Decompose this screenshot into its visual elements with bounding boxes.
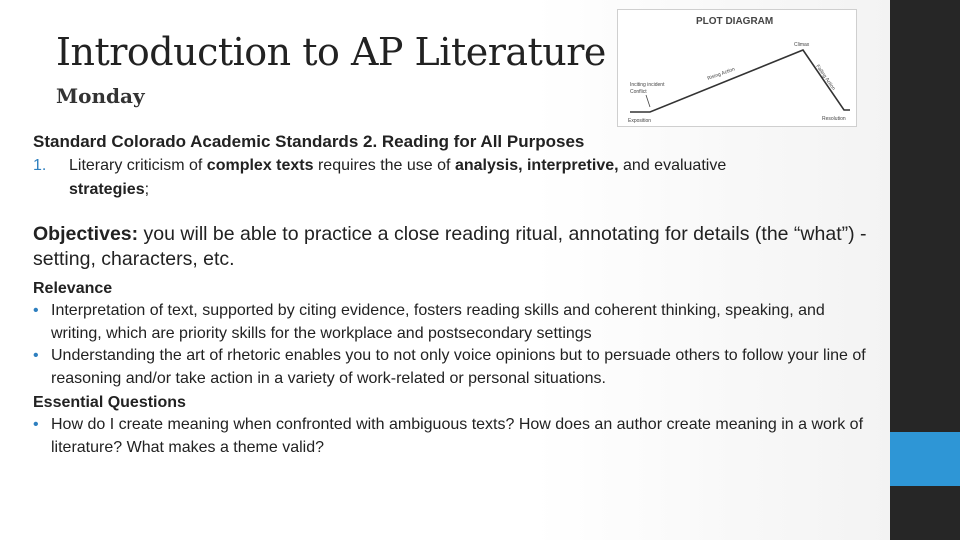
plot-label-resolution: Resolution [822, 116, 846, 122]
text-run: requires the use of [313, 157, 455, 174]
text-run: and evaluative [618, 157, 727, 174]
relevance-bullet-text: Understanding the art of rhetoric enables you to not only voice opinions but to persuade others to follow your line of reasoning and/or take action in a variety of work-related or personal situations. [51, 347, 866, 387]
essential-questions-heading: Essential Questions [33, 394, 186, 411]
relevance-heading: Relevance [33, 280, 113, 297]
plot-label-conflict: Conflict [630, 89, 647, 95]
list-item [33, 300, 878, 345]
right-accent-block [890, 432, 960, 486]
bullet-icon: • [33, 302, 39, 319]
text-run: Literary criticism of [69, 157, 207, 174]
list-number: 1. [33, 157, 47, 174]
plot-label-exposition: Exposition [628, 118, 652, 124]
relevance-bullet-text: Interpretation of text, supported by citing evidence, fosters reading skills and coherent thinking, speaking, and writing, which are priority skills for the workplace and postsecondary settings [51, 302, 825, 342]
plot-label-climax: Climax [794, 42, 810, 48]
list-item [33, 414, 878, 459]
slide-title: Introduction to AP Literature [56, 30, 606, 74]
text-run: ; [144, 181, 150, 198]
plot-arrow [646, 95, 650, 107]
plot-label-falling-action: Falling Action [814, 63, 837, 92]
list-item [33, 345, 878, 390]
essential-question-text: How do I create meaning when confronted with ambiguous texts? How does an author create meaning in a work of literature? What makes a theme valid? [51, 416, 864, 456]
standard-item [33, 154, 878, 202]
plot-label-rising-action: Rising Action [706, 66, 736, 82]
bullet-icon: • [33, 347, 39, 364]
objectives-text: you will be able to practice a close reading ritual, annotating for details (the “what”) - setting, characters, etc. [33, 223, 867, 270]
plot-label-inciting-incident: Inciting incident [630, 82, 665, 88]
plot-diagram-graphic [618, 10, 856, 126]
slide-body [33, 130, 878, 459]
objectives-paragraph [33, 222, 878, 272]
plot-line [630, 50, 850, 112]
slide-subtitle: Monday [56, 84, 145, 108]
objectives-label: Objectives: [33, 223, 139, 245]
bold-run: analysis, interpretive, [454, 157, 619, 174]
plot-diagram-image [617, 9, 857, 127]
standard-title: Standard Colorado Academic Standards 2. Reading for All Purposes [33, 132, 585, 151]
standard-item-text [69, 154, 726, 202]
bullet-icon: • [33, 416, 39, 433]
bold-run: complex texts [206, 157, 314, 174]
bold-run: strategies [69, 181, 145, 198]
standard-list [33, 154, 878, 202]
plot-heading: PLOT DIAGRAM [696, 16, 774, 27]
